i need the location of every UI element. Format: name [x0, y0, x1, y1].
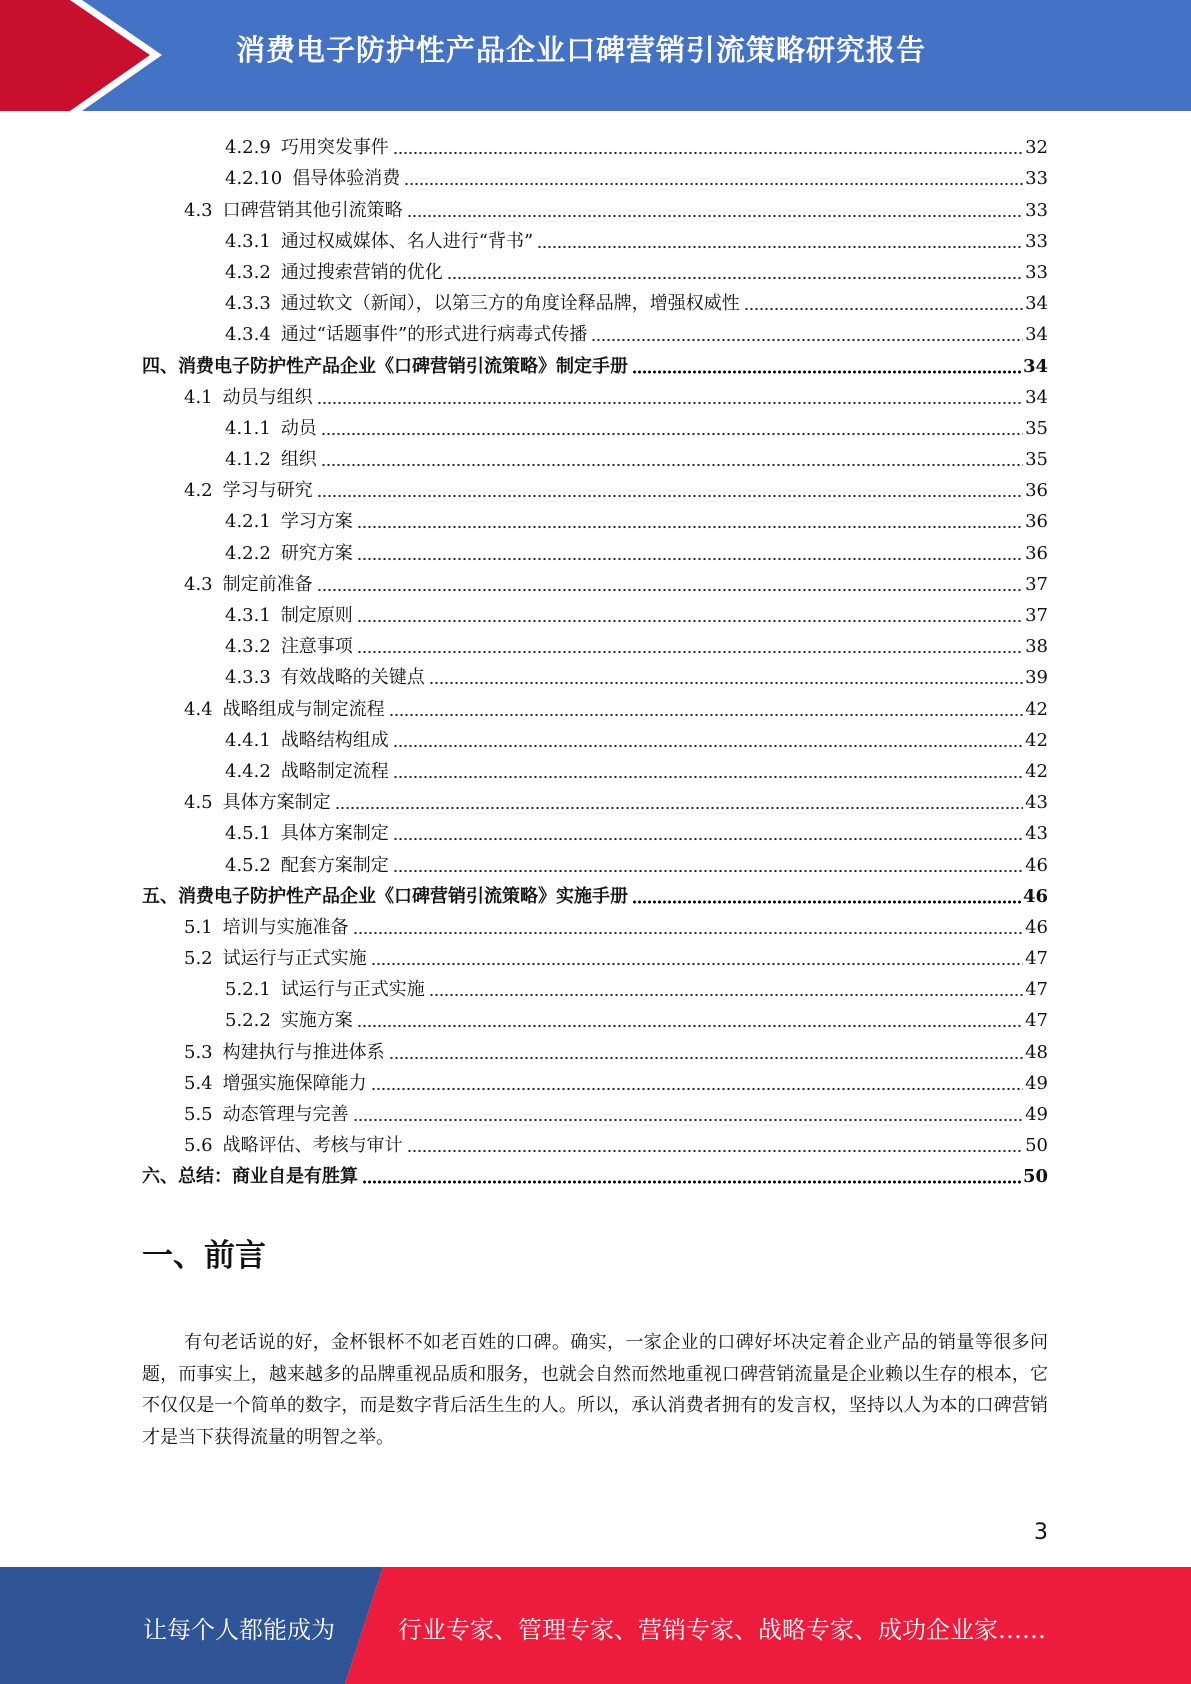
toc-entry-page: 33 — [1025, 230, 1048, 252]
toc-entry-title: 动员与组织 — [222, 386, 313, 408]
toc-entry-title: 口碑营销其他引流策略 — [222, 199, 403, 221]
toc-entry-page: 37 — [1025, 573, 1048, 595]
toc-entry-number: 5.1 — [184, 916, 213, 938]
toc-entry[interactable] — [142, 1095, 1048, 1126]
toc-dot-leader — [389, 1054, 1023, 1060]
toc-dot-leader — [407, 1147, 1023, 1153]
toc-entry-page: 50 — [1022, 1166, 1048, 1188]
toc-dot-leader — [321, 461, 1023, 467]
footer-slogan-right: 行业专家、管理专家、营销专家、战略专家、成功企业家…… — [398, 1616, 1046, 1644]
toc-entry-number: 4.5.2 — [225, 854, 271, 876]
toc-entry-number: 4.5 — [184, 792, 213, 814]
toc-entry-title: 五、消费电子防护性产品企业《口碑营销引流策略》实施手册 — [142, 885, 628, 907]
footer-slogan-left: 让每个人都能成为 — [143, 1616, 335, 1644]
table-of-contents — [142, 128, 1048, 1188]
toc-entry-title: 六、总结：商业自是有胜算 — [142, 1166, 358, 1188]
toc-dot-leader — [429, 679, 1023, 685]
toc-entry[interactable] — [142, 284, 1048, 315]
toc-entry-title: 战略评估、考核与审计 — [222, 1135, 403, 1157]
toc-entry-page: 34 — [1025, 293, 1048, 315]
toc-entry-number: 4.1 — [184, 386, 213, 408]
toc-dot-leader — [632, 368, 1021, 374]
toc-entry-number: 5.5 — [184, 1104, 213, 1125]
toc-entry-title: 制定原则 — [280, 605, 353, 626]
toc-entry[interactable] — [142, 222, 1048, 253]
toc-entry-number: 4.4.2 — [225, 760, 271, 782]
toc-entry-page: 39 — [1025, 667, 1048, 689]
toc-entry-title: 研究方案 — [280, 542, 353, 564]
toc-entry-number: 4.3.3 — [225, 293, 271, 315]
toc-dot-leader — [335, 804, 1023, 810]
toc-entry-page: 37 — [1025, 605, 1048, 626]
toc-entry-page: 42 — [1025, 698, 1048, 720]
toc-entry-page: 47 — [1025, 948, 1048, 970]
toc-entry-title: 增强实施保障能力 — [222, 1072, 367, 1094]
toc-dot-leader — [357, 617, 1023, 623]
toc-dot-leader — [393, 773, 1023, 779]
toc-entry-page: 46 — [1025, 854, 1048, 876]
toc-entry-number: 4.1.2 — [225, 449, 271, 471]
toc-dot-leader — [591, 336, 1023, 342]
toc-entry[interactable] — [142, 970, 1048, 1001]
toc-entry-page: 34 — [1025, 386, 1048, 408]
toc-entry-title: 具体方案制定 — [222, 792, 331, 814]
toc-entry[interactable] — [142, 409, 1048, 440]
toc-dot-leader — [357, 1022, 1023, 1028]
toc-dot-leader — [321, 430, 1023, 436]
toc-entry[interactable] — [142, 596, 1048, 627]
toc-entry-number: 4.2.10 — [225, 168, 283, 190]
toc-entry-page: 33 — [1025, 261, 1048, 283]
toc-dot-leader — [393, 149, 1023, 155]
toc-entry-number: 4.3.3 — [225, 667, 271, 689]
toc-entry-title: 构建执行与推进体系 — [222, 1041, 385, 1063]
toc-entry[interactable] — [142, 814, 1048, 845]
toc-entry-title: 学习与研究 — [222, 480, 313, 502]
toc-entry[interactable] — [142, 845, 1048, 876]
toc-entry-page: 36 — [1025, 480, 1048, 502]
toc-entry-number: 4.4.1 — [225, 729, 271, 751]
toc-entry-number: 4.2.9 — [225, 137, 271, 159]
toc-entry[interactable] — [142, 1126, 1048, 1157]
toc-entry[interactable] — [142, 253, 1048, 284]
toc-entry-page: 33 — [1025, 199, 1048, 221]
toc-entry-page: 46 — [1022, 885, 1048, 907]
toc-entry-number: 5.2.1 — [225, 979, 271, 1001]
toc-entry-number: 4.3.2 — [225, 636, 271, 658]
toc-entry-page: 46 — [1025, 916, 1048, 938]
toc-entry-page: 32 — [1025, 137, 1048, 159]
toc-dot-leader — [357, 555, 1023, 561]
toc-dot-leader — [353, 1116, 1023, 1122]
toc-dot-leader — [407, 212, 1023, 218]
toc-entry-page: 47 — [1025, 979, 1048, 1001]
toc-entry-page: 36 — [1025, 542, 1048, 564]
toc-dot-leader — [393, 835, 1023, 841]
toc-entry[interactable] — [142, 877, 1048, 908]
toc-dot-leader — [362, 1178, 1021, 1184]
toc-entry-number: 4.4 — [184, 698, 213, 720]
toc-entry[interactable] — [142, 502, 1048, 533]
toc-dot-leader — [632, 898, 1021, 904]
toc-entry-page: 49 — [1025, 1072, 1048, 1094]
toc-entry-title: 有效战略的关键点 — [280, 667, 425, 689]
report-title: 消费电子防护性产品企业口碑营销引流策略研究报告 — [236, 33, 927, 67]
toc-dot-leader — [393, 742, 1023, 748]
toc-entry[interactable] — [142, 752, 1048, 783]
toc-entry-number: 5.2.2 — [225, 1010, 271, 1032]
toc-entry[interactable] — [142, 1157, 1048, 1188]
toc-entry-title: 培训与实施准备 — [222, 916, 349, 938]
toc-entry-page: 47 — [1025, 1010, 1048, 1032]
toc-entry-title: 通过“话题事件”的形式进行病毒式传播 — [280, 324, 588, 346]
toc-entry-number: 4.3 — [184, 573, 213, 595]
toc-entry[interactable] — [142, 440, 1048, 471]
page-footer — [0, 1567, 1191, 1684]
toc-entry-title: 配套方案制定 — [280, 854, 389, 876]
toc-entry-number: 4.3.1 — [225, 230, 271, 252]
toc-entry-number: 4.2 — [184, 480, 213, 502]
toc-entry-title: 注意事项 — [280, 636, 353, 658]
toc-entry[interactable] — [142, 658, 1048, 689]
toc-entry[interactable] — [142, 627, 1048, 658]
toc-entry-number: 5.2 — [184, 948, 213, 970]
toc-dot-leader — [353, 929, 1023, 935]
toc-entry-page: 48 — [1025, 1041, 1048, 1063]
toc-entry-page: 43 — [1025, 823, 1048, 845]
toc-entry-number: 5.6 — [184, 1135, 213, 1157]
toc-entry[interactable] — [142, 1064, 1048, 1095]
toc-entry-page: 50 — [1025, 1135, 1048, 1157]
toc-entry-number: 4.3.2 — [225, 261, 271, 283]
toc-entry-page: 42 — [1025, 729, 1048, 751]
toc-entry-number: 4.3 — [184, 199, 213, 221]
toc-entry[interactable] — [142, 159, 1048, 190]
toc-entry-title: 战略结构组成 — [280, 729, 389, 751]
toc-entry-title: 具体方案制定 — [280, 823, 389, 845]
toc-entry[interactable] — [142, 533, 1048, 564]
toc-dot-leader — [317, 586, 1023, 592]
toc-entry-title: 四、消费电子防护性产品企业《口碑营销引流策略》制定手册 — [142, 355, 628, 377]
toc-entry-title: 战略组成与制定流程 — [222, 698, 385, 720]
section-heading: 一、前言 — [142, 1238, 266, 1274]
toc-entry[interactable] — [142, 565, 1048, 596]
toc-entry-title: 动员 — [280, 417, 317, 439]
toc-entry-page: 35 — [1025, 449, 1048, 471]
toc-entry-page: 38 — [1025, 636, 1048, 658]
page-number: 3 — [1034, 1520, 1048, 1545]
toc-entry-page: 35 — [1025, 417, 1048, 439]
toc-dot-leader — [404, 180, 1023, 186]
toc-entry-title: 通过软文（新闻），以第三方的角度诠释品牌，增强权威性 — [280, 293, 740, 315]
toc-dot-leader — [371, 1085, 1023, 1091]
toc-dot-leader — [429, 991, 1023, 997]
toc-entry-number: 4.3.4 — [225, 324, 271, 346]
toc-entry-title: 组织 — [280, 449, 317, 471]
toc-entry[interactable] — [142, 721, 1048, 752]
toc-entry-title: 试运行与正式实施 — [280, 979, 425, 1001]
toc-entry-number: 5.3 — [184, 1041, 213, 1063]
toc-entry-page: 33 — [1025, 168, 1048, 190]
page-header — [0, 0, 1191, 111]
toc-entry[interactable] — [142, 939, 1048, 970]
toc-entry[interactable] — [142, 378, 1048, 409]
toc-entry-number: 4.5.1 — [225, 823, 271, 845]
toc-dot-leader — [371, 960, 1023, 966]
toc-dot-leader — [447, 274, 1023, 280]
toc-dot-leader — [744, 305, 1023, 311]
toc-entry-page: 34 — [1022, 355, 1048, 377]
toc-entry-title: 通过搜索营销的优化 — [280, 261, 443, 283]
toc-entry-page: 43 — [1025, 792, 1048, 814]
toc-entry-title: 战略制定流程 — [280, 760, 389, 782]
toc-dot-leader — [357, 523, 1023, 529]
toc-dot-leader — [389, 711, 1023, 717]
toc-entry-number: 4.1.1 — [225, 417, 271, 439]
toc-entry-number: 4.2.2 — [225, 542, 271, 564]
toc-entry-page: 49 — [1025, 1104, 1048, 1125]
toc-entry-title: 动态管理与完善 — [222, 1104, 349, 1125]
toc-entry-title: 倡导体验消费 — [292, 168, 401, 190]
toc-entry[interactable] — [142, 1032, 1048, 1063]
toc-entry[interactable] — [142, 783, 1048, 814]
toc-entry-number: 5.4 — [184, 1072, 213, 1094]
toc-entry-title: 学习方案 — [280, 511, 353, 533]
toc-dot-leader — [317, 399, 1023, 405]
toc-entry-number: 4.2.1 — [225, 511, 271, 533]
toc-entry-title: 实施方案 — [280, 1010, 353, 1032]
toc-dot-leader — [393, 867, 1023, 873]
toc-entry[interactable] — [142, 315, 1048, 346]
toc-entry[interactable] — [142, 471, 1048, 502]
toc-entry-title: 试运行与正式实施 — [222, 948, 367, 970]
toc-entry-number: 4.3.1 — [225, 605, 271, 626]
toc-entry[interactable] — [142, 689, 1048, 720]
toc-entry[interactable] — [142, 128, 1048, 159]
toc-dot-leader — [357, 648, 1023, 654]
toc-entry[interactable] — [142, 190, 1048, 221]
toc-entry-page: 42 — [1025, 760, 1048, 782]
toc-entry-title: 通过权威媒体、名人进行“背书” — [280, 230, 534, 252]
toc-entry[interactable] — [142, 346, 1048, 377]
toc-dot-leader — [537, 243, 1023, 249]
toc-entry[interactable] — [142, 908, 1048, 939]
toc-entry-title: 巧用突发事件 — [280, 137, 389, 159]
toc-entry-page: 34 — [1025, 324, 1048, 346]
body-paragraph: 有句老话说的好，金杯银杯不如老百姓的口碑。确实，一家企业的口碑好坏决定着企业产品的销量等很多问题，而事实上，越来越多的品牌重视品质和服务，也就会自然而然地重视口碑营销流量是企业赖以生存的根本，它不仅仅是一个简单的数字，而是数字背后活生生的人。所以，承认消费者拥有的发言权，坚持以人为本的口碑营销才是当下获得流量的明智之举。 — [142, 1332, 1048, 1448]
toc-entry-page: 36 — [1025, 511, 1048, 533]
toc-entry[interactable] — [142, 1001, 1048, 1032]
toc-entry-title: 制定前准备 — [222, 573, 313, 595]
toc-dot-leader — [317, 492, 1023, 498]
